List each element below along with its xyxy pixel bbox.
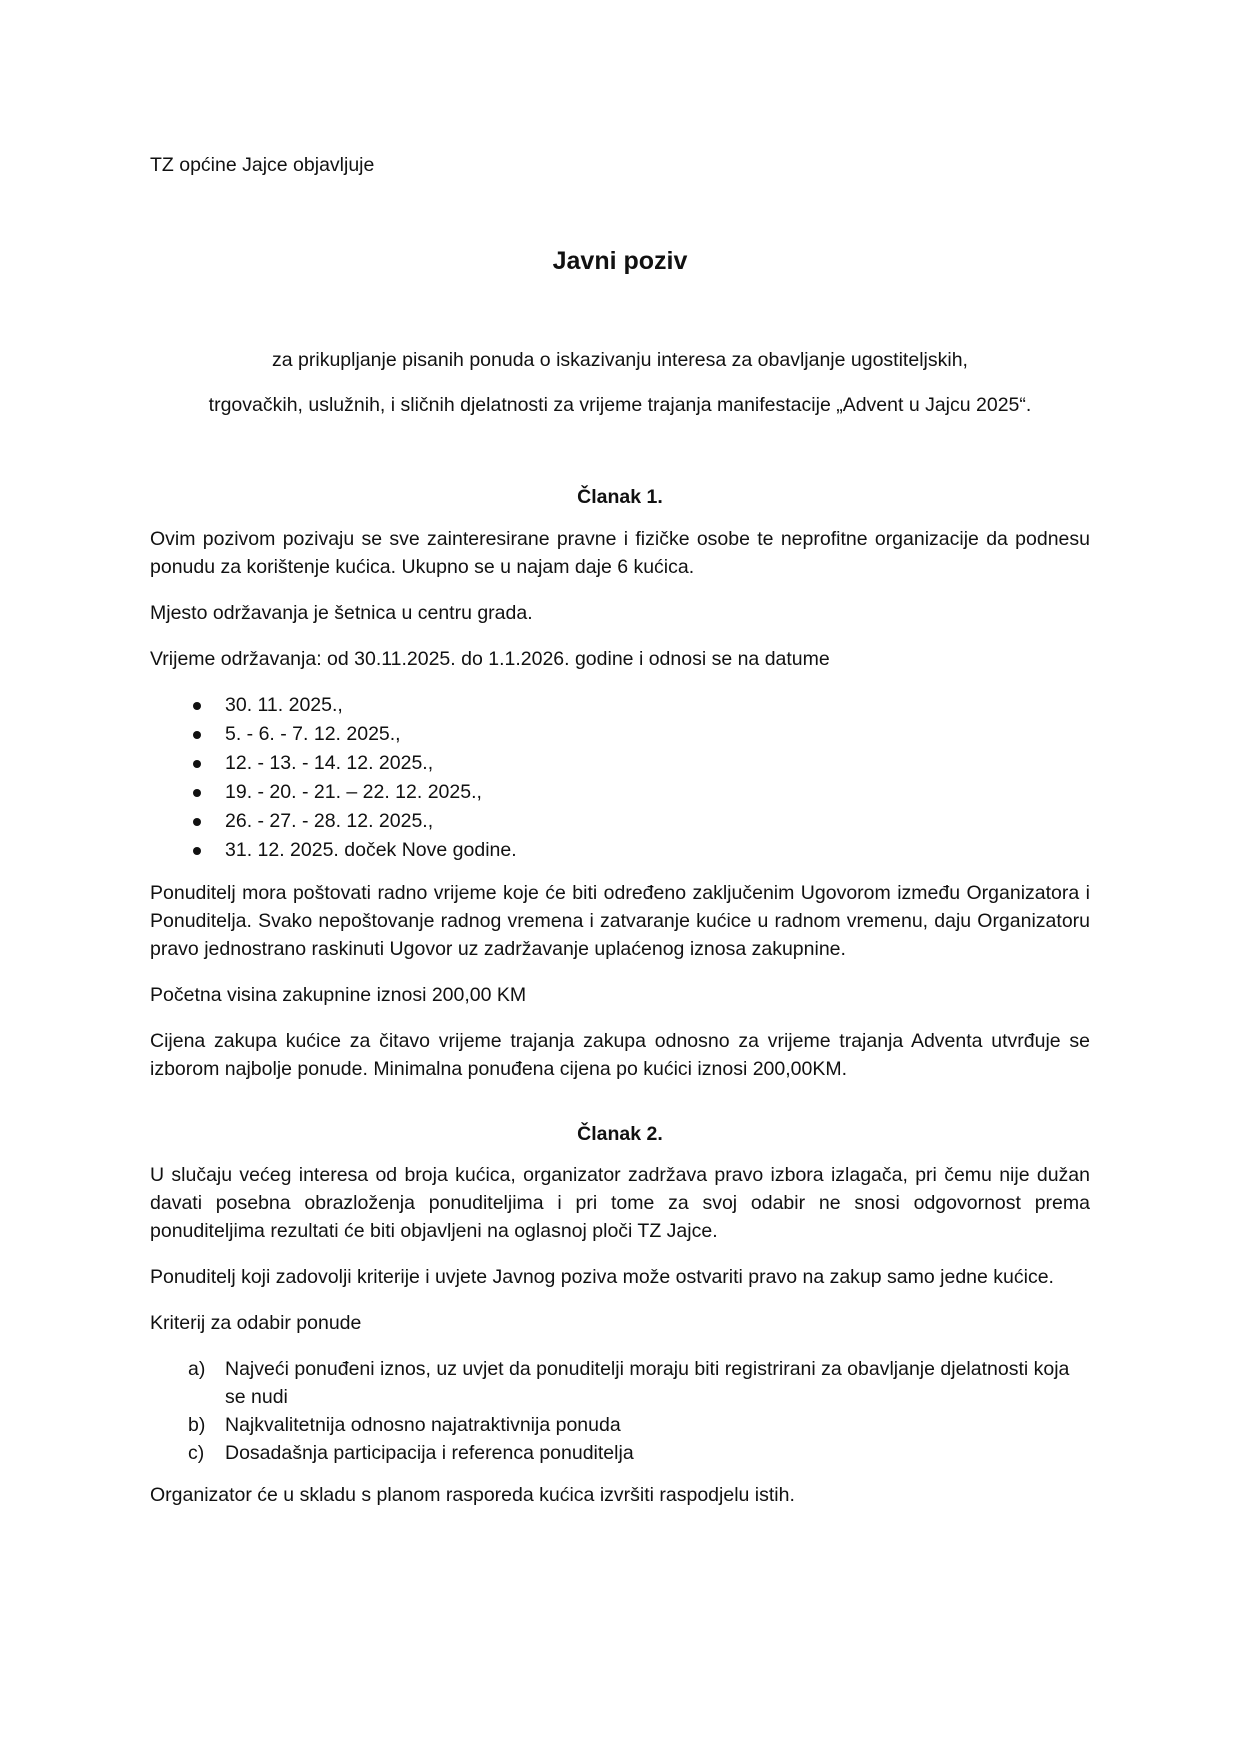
list-item-text: Najkvalitetnija odnosno najatraktivnija ponuda (225, 1414, 621, 1436)
article-1-heading: Članak 1. (577, 486, 663, 508)
document-title: Javni poziv (552, 247, 688, 275)
list-item-text: Dosadašnja participacija i referenca ponuditelja (225, 1442, 634, 1464)
list-item-text: Najveći ponuđeni iznos, uz uvjet da ponuditelji moraju biti registrirani za obavljanje djelatnosti koja se nudi (225, 1358, 1070, 1408)
article-1-body (150, 525, 1090, 1083)
paragraph: Mjesto održavanja je šetnica u centru grada. (150, 602, 533, 624)
paragraph: Ovim pozivom pozivaju se sve zainteresirane pravne i fizičke osobe te neprofitne organizacije da podnesu ponudu za korištenje kućica. Ukupno se u najam daje 6 kućica. (150, 528, 1090, 578)
bullet-icon (193, 818, 201, 826)
bullet-icon (193, 847, 201, 855)
list-item (150, 778, 1090, 807)
bullet-icon (193, 702, 201, 710)
paragraph: Organizator će u skladu s planom rasporeda kućica izvršiti raspodjelu istih. (150, 1484, 795, 1506)
document-subtitle (150, 346, 1090, 436)
bullet-icon (193, 789, 201, 797)
list-item (150, 720, 1090, 749)
list-item-text: 30. 11. 2025., (225, 694, 343, 716)
bullet-icon (193, 760, 201, 768)
list-item (150, 1355, 1090, 1411)
list-item-text: 19. - 20. - 21. – 22. 12. 2025., (225, 781, 482, 803)
list-item (150, 749, 1090, 778)
subtitle-line: za prikupljanje pisanih ponuda o iskazivanju interesa za obavljanje ugostiteljskih, (272, 349, 968, 371)
list-item (150, 691, 1090, 720)
paragraph: Početna visina zakupnine iznosi 200,00 KM (150, 984, 527, 1006)
list-item (150, 1411, 1090, 1439)
paragraph: Vrijeme održavanja: od 30.11.2025. do 1.1.2026. godine i odnosi se na datume (150, 648, 830, 670)
list-item-text: 31. 12. 2025. doček Nove godine. (225, 839, 517, 861)
paragraph: U slučaju većeg interesa od broja kućica, organizator zadržava pravo izbora izlagača, pri čemu nije dužan davati posebna obrazloženja ponuditeljima i pri tome za svoj odabir ne snosi odgovornost prema ponuditeljima rezultati će biti objavljeni na oglasnoj ploči TZ Jajce. (150, 1164, 1090, 1242)
list-marker: a) (188, 1358, 206, 1380)
list-item (150, 836, 1090, 865)
list-item (150, 807, 1090, 836)
list-item-text: 26. - 27. - 28. 12. 2025., (225, 810, 434, 832)
dates-list (150, 691, 1090, 865)
list-marker: b) (188, 1414, 206, 1436)
list-item-text: 12. - 13. - 14. 12. 2025., (225, 752, 434, 774)
paragraph: Cijena zakupa kućice za čitavo vrijeme trajanja zakupa odnosno za vrijeme trajanja Adventa utvrđuje se izborom najbolje ponude. Minimalna ponuđena cijena po kućici iznosi 200,00KM. (150, 1030, 1090, 1080)
paragraph: Ponuditelj koji zadovolji kriterije i uvjete Javnog poziva može ostvariti pravo na zakup samo jedne kućice. (150, 1266, 1054, 1288)
list-item (150, 1439, 1090, 1467)
subtitle-line: trgovačkih, uslužnih, i sličnih djelatnosti za vrijeme trajanja manifestacije „Advent u Jajcu 2025“. (208, 394, 1032, 416)
paragraph: Ponuditelj mora poštovati radno vrijeme koje će biti određeno zaključenim Ugovorom između Organizatora i Ponuditelja. Svako nepoštovanje radnog vremena i zatvaranje kućice u radnom vremenu, daju Organizatoru pravo jednostrano raskinuti Ugovor uz zadržavanje uplaćenog iznosa zakupnine. (150, 882, 1090, 960)
list-item-text: 5. - 6. - 7. 12. 2025., (225, 723, 401, 745)
paragraph: Kriterij za odabir ponude (150, 1312, 362, 1334)
bullet-icon (193, 731, 201, 739)
article-2-heading: Članak 2. (577, 1123, 663, 1145)
article-2-body (150, 1161, 1090, 1509)
criteria-list (150, 1355, 1090, 1467)
publisher-line: TZ općine Jajce objavljuje (150, 154, 375, 176)
list-marker: c) (188, 1442, 205, 1464)
